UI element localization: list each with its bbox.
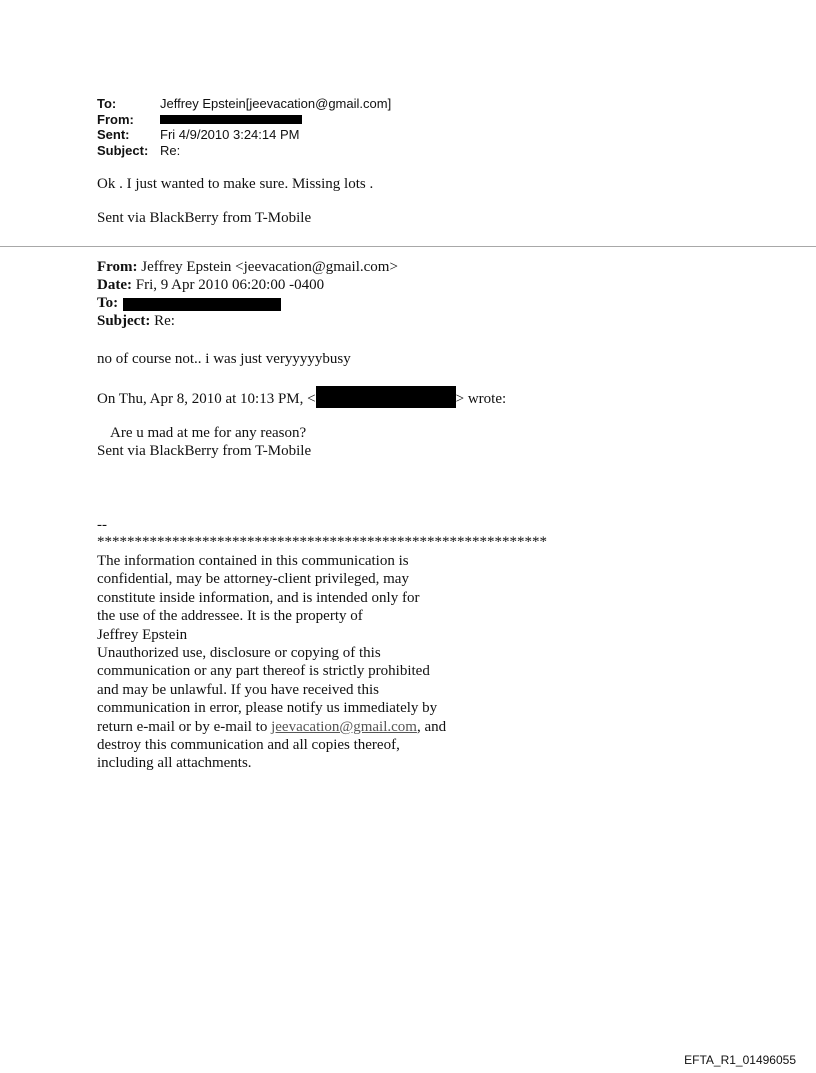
redaction-bar [123,298,281,311]
quoted-subject-label: Subject: [97,313,151,329]
to-row [97,96,391,112]
disclaimer-line: including all attachments. [97,755,252,772]
quoted-date-row [97,276,398,294]
sent-label: Sent: [97,127,130,142]
disclaimer-line: destroy this communication and all copies thereof, [97,737,400,754]
signature-dashes: -- [97,517,107,533]
divider-line [0,246,816,247]
disclaimer-link-line [97,718,446,736]
attribution-prefix: On Thu, Apr 8, 2010 at 10:13 PM, < [97,391,316,407]
attribution-line [97,386,506,408]
disclaimer-line: communication or any part thereof is strictly prohibited [97,663,430,680]
disclaimer-line: constitute inside information, and is intended only for [97,589,420,606]
quoted-subject-row [97,312,398,330]
disclaimer-link-suffix: , and [416,718,447,735]
document-id-footer: EFTA_R1_01496055 [684,1053,796,1067]
from-label: From: [97,111,134,127]
subject-value: Re: [160,142,181,158]
reply-body: Ok . I just wanted to make sure. Missing lots . [97,176,374,192]
reply-signature: Sent via BlackBerry from T-Mobile [97,210,312,226]
disclaimer-line: and may be unlawful. If you have received this [97,681,379,698]
quoted-from-label: From: [97,259,138,275]
disclaimer-link-prefix: return e-mail or by e-mail to [97,718,272,735]
to-value: Jeffrey Epstein[jeevacation@gmail.com] [160,96,392,111]
quoted-header [97,258,398,330]
quoted-to-label: To: [97,295,119,311]
quoted-from-value: Jeffrey Epstein <jeevacation@gmail.com> [141,259,398,275]
email-header [97,96,391,158]
subject-label: Subject: [97,142,149,158]
disclaimer-line: The information contained in this communication is [97,553,409,569]
redaction-bar [316,386,456,408]
signature-stars: ************************************************************ [97,534,547,550]
attribution-suffix: > wrote: [455,391,507,407]
quoted-body: no of course not.. i was just veryyyyybusy [97,351,351,367]
quoted-from-row [97,258,398,276]
redaction-bar [160,115,302,124]
quoted-to-row [97,294,398,312]
disclaimer-line: Jeffrey Epstein [97,626,188,643]
disclaimer-line: Unauthorized use, disclosure or copying of this [97,645,381,662]
nested-message: Are u mad at me for any reason? [110,425,307,441]
nested-signature: Sent via BlackBerry from T-Mobile [97,443,312,459]
confidentiality-disclaimer [97,552,446,773]
quoted-date-value: Fri, 9 Apr 2010 06:20:00 -0400 [135,277,325,293]
disclaimer-line: confidential, may be attorney-client privileged, may [97,571,409,588]
disclaimer-line: communication in error, please notify us immediately by [97,700,438,717]
sent-row [97,127,391,143]
to-label: To: [97,96,117,111]
sent-value: Fri 4/9/2010 3:24:14 PM [160,127,300,142]
from-row [97,112,391,128]
quoted-date-label: Date: [97,277,132,293]
email-link[interactable]: jeevacation@gmail.com [271,718,417,735]
disclaimer-line: the use of the addressee. It is the property of [97,608,363,625]
subject-row [97,143,391,159]
quoted-subject-value: Re: [154,313,175,329]
